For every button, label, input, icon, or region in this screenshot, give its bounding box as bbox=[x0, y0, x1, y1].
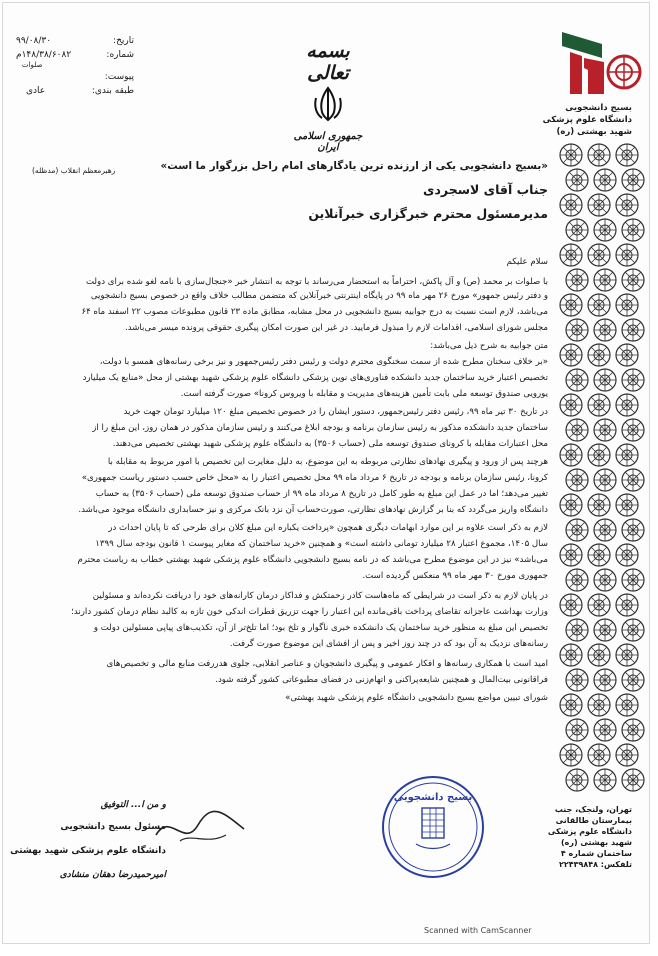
pattern-tile bbox=[620, 217, 646, 243]
body-line: لازم به ذکر است علاوه بر این موارد ابهامات دیگری همچون «پرداخت یکباره این مبلغ کلان برای طرحی که تا پایان احداث در bbox=[108, 523, 548, 533]
pattern-tile bbox=[558, 242, 584, 268]
body-line: در تاریخ ۳۰ تیر ماه ۹۹، رئیس دفتر رئیس‌جمهور، دستور ایشان را در خصوص تخصیص مبلغ ۱۲۰ میلیارد تومان جهت خرید bbox=[123, 407, 548, 417]
pattern-tile bbox=[564, 617, 590, 643]
recipient-name: جناب آقای لاسجردی bbox=[423, 182, 548, 197]
pattern-tile bbox=[620, 167, 646, 193]
stamp-text: بسیج دانشجویی bbox=[393, 792, 473, 803]
body-line: دانشگاه واریز می‌گردد که بنا بر گزارش نهادهای نظارتی، صورت‌حساب آن نزد بانک مرکزی و نیز حسابداری دانشگاه موجود می‌باشد. bbox=[78, 505, 548, 515]
body-line: شورای تبیین مواضع بسیج دانشجویی دانشگاه علوم پزشکی شهید بهشتی» bbox=[285, 693, 548, 703]
body-line: سلام علیکم bbox=[506, 257, 548, 267]
pattern-tile bbox=[558, 542, 584, 568]
pattern-tile bbox=[564, 217, 590, 243]
pattern-tile bbox=[586, 492, 612, 518]
body-line: جمهوری مورخ ۳۰ مهر ماه ۹۹ منعکس گردیده است. bbox=[362, 571, 548, 581]
address-block bbox=[547, 804, 632, 870]
body-line: تخصیص اعتبار خرید ساختمان جدید دانشکده فناوری‌های نوین پزشکی دانشگاه علوم پزشکی شهید بهشتی از محل «منابع یک میلیارد bbox=[82, 373, 548, 383]
pattern-tile bbox=[564, 167, 590, 193]
leader-tag: رهبرمعظم انقلاب (مدظله) bbox=[32, 166, 116, 175]
pattern-tile bbox=[592, 367, 618, 393]
body-line: تخصیص این مبلغ به منظور خرید ساختمان یک دانشکده خبری ناگوار و تلخ بود؛ اما تلخ‌تر از آن، تکذیب‌های پیاپی مسئولین دولت و bbox=[93, 623, 548, 633]
pattern-tile bbox=[620, 467, 646, 493]
pattern-tile bbox=[558, 392, 584, 418]
pattern-tile bbox=[592, 417, 618, 443]
signature-line: امیرحمیدرضا دهقان منشادی bbox=[59, 870, 166, 880]
body-line: متن جوابیه به شرح ذیل می‌باشد: bbox=[430, 341, 548, 351]
meta-label: تاریخ: bbox=[113, 36, 134, 46]
pattern-tile bbox=[586, 142, 612, 168]
body-line: می‌باشد، لازم است نسبت به درج جوابیه بسیج دانشجویی در محل مشابه، مطابق ماده ۲۳ قانون مطبوعات مصوب ۲۲ اسفند ماه ۶۴ bbox=[81, 307, 548, 317]
pattern-tile bbox=[564, 467, 590, 493]
decorative-pattern bbox=[554, 142, 646, 792]
org-name bbox=[542, 102, 632, 138]
pattern-tile bbox=[558, 442, 584, 468]
pattern-tile bbox=[620, 267, 646, 293]
pattern-tile bbox=[614, 642, 640, 668]
pattern-tile bbox=[614, 592, 640, 618]
meta-row-sub bbox=[16, 62, 134, 70]
body-line: «بر خلاف سخنان مطرح شده از سمت سخنگوی محترم دولت و رئیس دفتر رئیس‌جمهور و نیز برخی رسانه‌های همسو با دولت، bbox=[99, 357, 548, 367]
pattern-tile bbox=[592, 467, 618, 493]
scanner-credit: Scanned with CamScanner bbox=[424, 926, 532, 935]
org-line: شهید بهشتی (ره) bbox=[556, 127, 632, 137]
pattern-tile bbox=[586, 592, 612, 618]
pattern-tile bbox=[620, 417, 646, 443]
address-line: بیمارستان طالقانی bbox=[555, 816, 632, 825]
pattern-tile bbox=[564, 667, 590, 693]
pattern-tile bbox=[592, 317, 618, 343]
pattern-tile bbox=[592, 617, 618, 643]
pattern-tile bbox=[558, 192, 584, 218]
pattern-tile bbox=[592, 267, 618, 293]
leader-quote: «بسیج دانشجویی یکی از ارزنده ترین یادگارهای امام راحل بزرگوار ما است» bbox=[160, 160, 548, 172]
pattern-tile bbox=[614, 442, 640, 468]
signature-line: مسئول بسیج دانشجویی bbox=[60, 822, 166, 832]
pattern-tile bbox=[592, 567, 618, 593]
pattern-tile bbox=[586, 242, 612, 268]
address-line: تهران، ولنجک، جنب bbox=[554, 805, 632, 814]
pattern-tile bbox=[614, 492, 640, 518]
pattern-tile bbox=[558, 342, 584, 368]
recipient-title: مدیرمسئول محترم خبرگزاری خبرآنلاین bbox=[308, 206, 548, 221]
pattern-tile bbox=[564, 317, 590, 343]
pattern-tile bbox=[564, 517, 590, 543]
pattern-tile bbox=[614, 742, 640, 768]
pattern-tile bbox=[558, 492, 584, 518]
pattern-tile bbox=[564, 717, 590, 743]
meta-row-date bbox=[16, 34, 134, 48]
pattern-tile bbox=[620, 667, 646, 693]
meta-sub: صلوات bbox=[22, 61, 43, 69]
address-line: شهید بهشتی (ره) bbox=[560, 838, 632, 847]
address-line: دانشگاه علوم پزشکی bbox=[547, 827, 632, 836]
pattern-tile bbox=[586, 342, 612, 368]
meta-label: شماره: bbox=[106, 50, 134, 60]
pattern-tile bbox=[558, 142, 584, 168]
meta-value: ۱۴۸/۳۸/۶۰۸۲م bbox=[16, 50, 72, 60]
body-line: رسانه‌های نزدیک به آن بود که در چند روز اخیر و پس از افشای این موضوع صورت گرفت. bbox=[229, 639, 548, 649]
body-line: امید است با همکاری رسانه‌ها و افکار عمومی و پیگیری دانشجویان و عناصر انقلابی، جلوی هدررفت منابع مالی و تخصیص‌های bbox=[106, 659, 548, 669]
pattern-tile bbox=[614, 292, 640, 318]
pattern-tile bbox=[586, 742, 612, 768]
pattern-tile bbox=[586, 442, 612, 468]
body-line: ساختمان جدید دانشکده مذکور به رئیس سازمان برنامه و بودجه ابلاغ می‌کنند و رئیس سازمان مذکور در همان روز، این مبلغ را از bbox=[92, 423, 548, 433]
basmala: بسمه تعالی bbox=[306, 40, 350, 84]
address-line: تلفکس: ۲۲۴۳۹۸۴۸ bbox=[558, 860, 632, 869]
meta-row-attach bbox=[16, 70, 134, 84]
meta-value: ۹۹/۰۸/۳۰ bbox=[16, 36, 52, 46]
pattern-tile bbox=[586, 642, 612, 668]
pattern-tile bbox=[586, 292, 612, 318]
basij-logo bbox=[560, 28, 642, 100]
pattern-tile bbox=[614, 242, 640, 268]
body-line: هرچند پس از ورود و پیگیری نهادهای نظارتی مربوطه به این موضوع، به دلیل مغایرت این تخصیص با امور مربوط به مقابله با bbox=[107, 457, 548, 467]
pattern-tile bbox=[564, 417, 590, 443]
meta-label: پیوست: bbox=[104, 72, 134, 82]
pattern-tile bbox=[614, 542, 640, 568]
body-line: فراقانونی بیت‌المال و همچنین شایعه‌پراکنی و اتهام‌زنی در فضای مطبوعاتی کشور گرفته شود. bbox=[215, 675, 548, 685]
meta-value: عادی bbox=[26, 86, 46, 96]
pattern-tile bbox=[564, 367, 590, 393]
signature-line: دانشگاه علوم پزشکی شهید بهشتی bbox=[10, 846, 166, 856]
pattern-tile bbox=[558, 292, 584, 318]
body-line: یورویی صندوق توسعه ملی بابت تأمین هزینه‌های مدیریت و مقابله با ویروس کرونا» صورت گرفته است. bbox=[180, 389, 548, 399]
pattern-tile bbox=[586, 392, 612, 418]
pattern-tile bbox=[614, 342, 640, 368]
pattern-tile bbox=[614, 392, 640, 418]
pattern-tile bbox=[592, 717, 618, 743]
pattern-tile bbox=[592, 667, 618, 693]
body-line: کرونا، رئیس سازمان برنامه و بودجه در تاریخ ۶ مرداد ماه ۹۹ محل تخصیص اعتبار را به «محل خاص حسب دستور ریاست جمهوری» bbox=[81, 473, 548, 483]
body-line: در پایان لازم به ذکر است در شرایطی که ماه‌هاست کادر زحمتکش و فداکار درمان کارانه‌های خود را دریافت نکرده‌اند و مسئولین bbox=[92, 591, 548, 601]
signature-line: و من ا... التوفیق bbox=[100, 800, 166, 810]
official-stamp bbox=[380, 774, 486, 880]
address-line: ساختمان شماره ۴ bbox=[560, 849, 632, 858]
emblem-icon bbox=[308, 84, 348, 124]
pattern-tile bbox=[586, 192, 612, 218]
body-line: می‌باشد» نیز در این موضوع مطرح می‌باشد که در نامه بسیج دانشجویی دانشگاه علوم پزشکی شهید بهشتی خطاب به ریاست محترم bbox=[77, 555, 548, 565]
pattern-tile bbox=[564, 267, 590, 293]
body-line: وزارت بهداشت عاجزانه تقاضای پرداخت باقی‌مانده این اعتبار را جهت تزریق قطرات اندکی خون تازه به کالبد نظام درمان کشور دارند؛ bbox=[71, 607, 548, 617]
body-line: مجلس شورای اسلامی، اقدامات لازم را مبذول فرمایید. در غیر این صورت امکان پیگیری حقوقی پرونده میسر می‌باشد. bbox=[124, 323, 548, 333]
pattern-tile bbox=[564, 767, 590, 793]
pattern-tile bbox=[620, 617, 646, 643]
pattern-tile bbox=[558, 692, 584, 718]
body-line: محل اعتبارات مقابله با کرونای صندوق توسعه ملی (حساب ۳۵۰۶) به دانشگاه علوم پزشکی شهید بهشتی تخصیص می‌دهند. bbox=[112, 439, 548, 449]
pattern-tile bbox=[620, 517, 646, 543]
pattern-tile bbox=[586, 542, 612, 568]
pattern-tile bbox=[620, 767, 646, 793]
pattern-tile bbox=[592, 217, 618, 243]
sidebar bbox=[542, 28, 646, 948]
country-name: جمهوری اسلامی ایران bbox=[293, 131, 363, 153]
org-line: دانشگاه علوم پزشکی bbox=[542, 115, 632, 125]
pattern-tile bbox=[558, 592, 584, 618]
body-line: و دفتر رئیس جمهور» مورخ ۲۶ مهر ماه ۹۹ در پایگاه اینترنتی خبرآنلاین که متضمن مطالب خلاف واقع در خصوص بسیج دانشجویی bbox=[90, 291, 548, 301]
iran-emblem bbox=[283, 40, 373, 153]
pattern-tile bbox=[592, 517, 618, 543]
pattern-tile bbox=[620, 317, 646, 343]
pattern-tile bbox=[620, 367, 646, 393]
letter-meta bbox=[16, 34, 134, 98]
body-line: با صلوات بر محمد (ص) و آل پاکش، احتراماً به استحضار می‌رساند با توجه به انتشار خبر «جنجال‌سازی با نامه لغو شده برای دولت bbox=[85, 277, 548, 287]
meta-label: طبقه بندی: bbox=[91, 86, 134, 96]
pattern-tile bbox=[592, 767, 618, 793]
pattern-tile bbox=[620, 717, 646, 743]
pattern-tile bbox=[614, 142, 640, 168]
pattern-tile bbox=[620, 567, 646, 593]
meta-row-class bbox=[16, 84, 134, 98]
pattern-tile bbox=[586, 692, 612, 718]
org-line: بسیج دانشجویی bbox=[565, 103, 632, 113]
pattern-tile bbox=[614, 192, 640, 218]
pattern-tile bbox=[614, 692, 640, 718]
pattern-tile bbox=[564, 567, 590, 593]
pattern-tile bbox=[558, 742, 584, 768]
body-line: سال ۱۴۰۵، مجموع اعتبار ۲۸ میلیارد تومانی داشته است» و همچنین «خرید ساختمان که مغایر پیوست ۱ قانون بودجه سال ۱۳۹۹ bbox=[95, 539, 548, 549]
handwritten-signature bbox=[150, 805, 250, 855]
pattern-tile bbox=[558, 642, 584, 668]
body-line: تغییر می‌دهد؛ اما در عمل این مبلغ به طور کامل در تاریخ ۸ مرداد ماه ۹۹ از حساب صندوق توسعه ملی (حساب ۳۵۰۶) به حساب bbox=[95, 489, 548, 499]
pattern-tile bbox=[592, 167, 618, 193]
